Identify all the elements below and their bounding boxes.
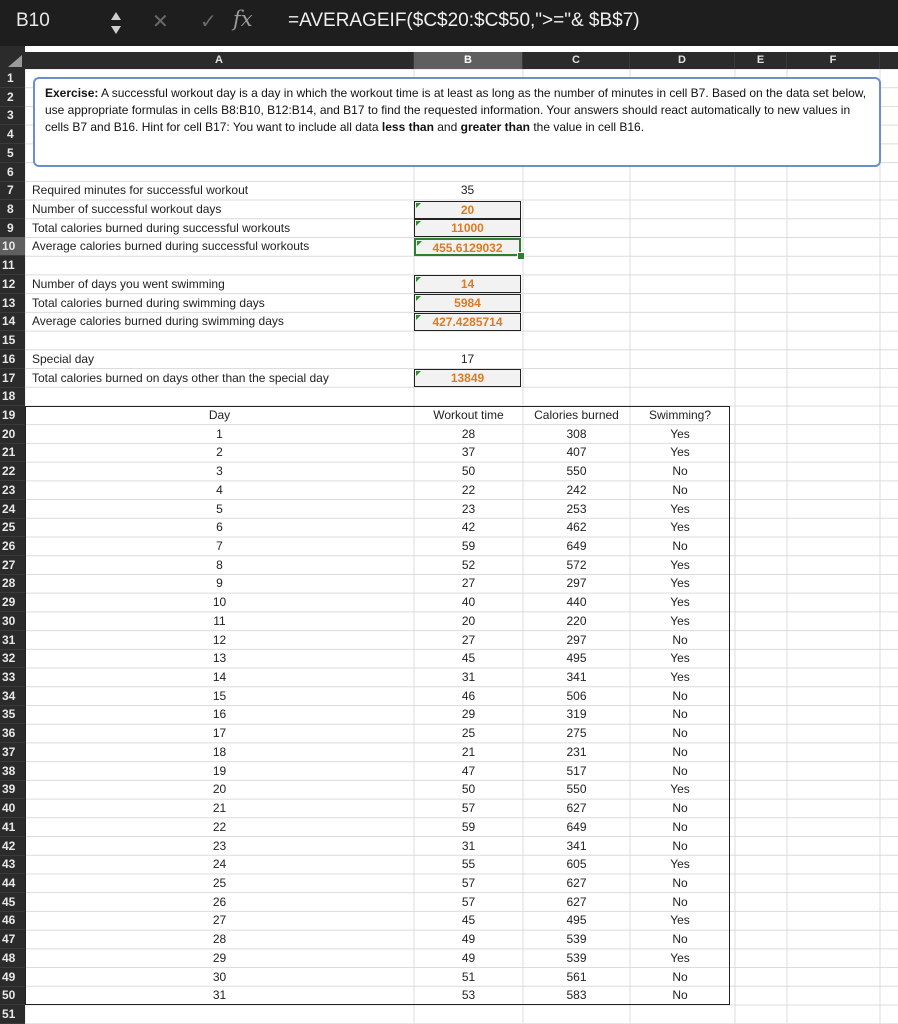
calories-cell[interactable]: 253 xyxy=(566,501,587,516)
cell-a10-label[interactable]: Average calories burned during successful workouts xyxy=(32,239,310,254)
swimming-cell[interactable]: No xyxy=(672,707,688,722)
row-header-21[interactable]: 21 xyxy=(0,443,25,462)
row-header-39[interactable]: 39 xyxy=(0,780,25,799)
day-cell[interactable]: 25 xyxy=(212,875,227,890)
workout-time-cell[interactable]: 27 xyxy=(461,576,476,591)
cell-a9-label[interactable]: Total calories burned during successful workouts xyxy=(32,220,291,235)
exercise-text-3: the value in cell B16. xyxy=(529,120,645,134)
column-header-c[interactable]: C xyxy=(523,52,630,69)
day-cell[interactable]: 24 xyxy=(212,857,227,872)
swimming-cell[interactable]: No xyxy=(672,932,688,947)
row-header-23[interactable]: 23 xyxy=(0,481,25,500)
swimming-cell[interactable]: Yes xyxy=(670,782,690,797)
calories-cell[interactable]: 605 xyxy=(566,857,587,872)
workout-time-cell[interactable]: 21 xyxy=(461,744,476,759)
day-cell[interactable]: 15 xyxy=(212,688,227,703)
column-header-e[interactable]: E xyxy=(735,52,787,69)
row-header-7[interactable]: 7 xyxy=(0,181,25,200)
row-header-28[interactable]: 28 xyxy=(0,574,25,593)
row-header-37[interactable]: 37 xyxy=(0,743,25,762)
swimming-cell[interactable]: Yes xyxy=(670,613,690,628)
row-header-40[interactable]: 40 xyxy=(0,799,25,818)
calories-cell[interactable]: 440 xyxy=(566,595,587,610)
workout-time-cell[interactable]: 51 xyxy=(461,969,476,984)
select-all-icon xyxy=(0,46,25,69)
swimming-cell[interactable]: Yes xyxy=(670,857,690,872)
workout-time-cell[interactable]: 25 xyxy=(461,726,476,741)
day-cell[interactable]: 6 xyxy=(216,520,223,535)
exercise-text-box[interactable] xyxy=(33,77,881,167)
formula-input[interactable]: =AVERAGEIF($C$20:$C$50,">="& $B$7) xyxy=(288,10,640,31)
row-header-47[interactable]: 47 xyxy=(0,930,25,949)
swimming-cell[interactable]: Yes xyxy=(670,651,690,666)
cell-b12-value[interactable]: 14 xyxy=(414,275,521,293)
day-cell[interactable]: 16 xyxy=(212,707,227,722)
exercise-label: Exercise: xyxy=(45,86,99,100)
row-header-11[interactable]: 11 xyxy=(0,256,25,275)
cell-a16-label[interactable]: Special day xyxy=(32,351,95,366)
column-header-d[interactable]: D xyxy=(630,52,735,69)
workout-time-cell[interactable]: 50 xyxy=(461,782,476,797)
row-header-50[interactable]: 50 xyxy=(0,986,25,1005)
swimming-cell[interactable]: Yes xyxy=(670,445,690,460)
column-header-b[interactable]: B xyxy=(414,52,523,69)
row-header-32[interactable]: 32 xyxy=(0,649,25,668)
cell-a12-label[interactable]: Number of days you went swimming xyxy=(32,276,225,291)
swimming-cell[interactable]: No xyxy=(672,988,688,1003)
calories-cell[interactable]: 649 xyxy=(566,819,587,834)
formula-indicator-icon xyxy=(416,296,421,301)
calories-cell[interactable]: 561 xyxy=(566,969,587,984)
workout-time-cell[interactable]: 31 xyxy=(461,838,476,853)
row-header-26[interactable]: 26 xyxy=(0,537,25,556)
row-header-27[interactable]: 27 xyxy=(0,556,25,575)
calories-cell[interactable]: 649 xyxy=(566,539,587,553)
row-header-43[interactable]: 43 xyxy=(0,855,25,874)
row-header-30[interactable]: 30 xyxy=(0,612,25,631)
row-header-5[interactable]: 5 xyxy=(0,144,25,163)
swimming-cell[interactable]: No xyxy=(672,688,688,703)
swimming-cell[interactable]: No xyxy=(672,726,688,741)
row-header-3[interactable]: 3 xyxy=(0,106,25,125)
workout-time-cell[interactable]: 57 xyxy=(461,875,476,890)
cell-a17-label[interactable]: Total calories burned on days other than the special day xyxy=(32,370,329,385)
workout-time-cell[interactable]: 49 xyxy=(461,932,476,947)
row-header-22[interactable]: 22 xyxy=(0,462,25,481)
row-header-6[interactable]: 6 xyxy=(0,163,25,182)
swimming-cell[interactable]: Yes xyxy=(670,913,690,928)
calories-cell[interactable]: 297 xyxy=(566,576,587,591)
workout-time-cell[interactable]: 23 xyxy=(461,501,476,516)
calories-cell[interactable]: 627 xyxy=(566,875,587,890)
exercise-text-2: and xyxy=(433,120,461,134)
calories-cell[interactable]: 462 xyxy=(566,520,587,535)
day-cell[interactable]: 10 xyxy=(212,595,227,610)
calories-cell[interactable]: 341 xyxy=(566,670,587,685)
workout-time-cell[interactable]: 46 xyxy=(461,688,476,703)
cell-b16-value[interactable]: 17 xyxy=(460,351,475,366)
exercise-text-1: A successful workout day is a day in which the workout time is at least as long as the number of minutes in cell B7. Based on the data set below, use appropriate formulas in cells B8:B10, B12:B14, and B17 to find the requested information. Your answers should react automatically to new values in cells B7 and B16. Hint for cell B17: You want to include all data xyxy=(45,86,867,134)
day-cell[interactable]: 27 xyxy=(212,913,227,928)
row-header-15[interactable]: 15 xyxy=(0,331,25,350)
swimming-cell[interactable]: No xyxy=(672,801,688,816)
workout-time-cell[interactable]: 59 xyxy=(461,819,476,834)
swimming-cell[interactable]: No xyxy=(672,819,688,834)
workout-time-cell[interactable]: 37 xyxy=(461,445,476,460)
calories-cell[interactable]: 297 xyxy=(566,632,587,647)
calories-cell[interactable]: 407 xyxy=(566,445,587,460)
workout-time-cell[interactable]: 45 xyxy=(461,913,476,928)
swimming-cell[interactable]: Yes xyxy=(670,576,690,591)
day-cell[interactable]: 19 xyxy=(212,763,227,778)
day-cell[interactable]: 8 xyxy=(216,557,223,572)
row-header-19[interactable]: 19 xyxy=(0,406,25,425)
cell-b17-value[interactable]: 13849 xyxy=(414,369,521,387)
row-header-16[interactable]: 16 xyxy=(0,350,25,369)
calories-cell[interactable]: 319 xyxy=(566,707,587,722)
workout-time-cell[interactable]: 50 xyxy=(461,464,476,479)
row-header-4[interactable]: 4 xyxy=(0,125,25,144)
spreadsheet-grid[interactable] xyxy=(0,46,898,1024)
row-header-8[interactable]: 8 xyxy=(0,200,25,219)
row-header-49[interactable]: 49 xyxy=(0,968,25,987)
row-header-24[interactable]: 24 xyxy=(0,500,25,519)
row-header-18[interactable]: 18 xyxy=(0,387,25,406)
row-header-51[interactable]: 51 xyxy=(0,1005,25,1024)
day-cell[interactable]: 28 xyxy=(212,932,227,947)
workout-time-cell[interactable]: 55 xyxy=(461,857,476,872)
day-cell[interactable]: 20 xyxy=(212,782,227,797)
swimming-cell[interactable]: No xyxy=(672,632,688,647)
row-header-35[interactable]: 35 xyxy=(0,705,25,724)
swimming-cell[interactable]: No xyxy=(672,969,688,984)
workout-time-cell[interactable]: 59 xyxy=(461,539,476,553)
calories-cell[interactable]: 275 xyxy=(566,726,587,741)
row-header-36[interactable]: 36 xyxy=(0,724,25,743)
swimming-cell[interactable]: Yes xyxy=(670,557,690,572)
day-cell[interactable]: 17 xyxy=(212,726,227,741)
day-cell[interactable]: 7 xyxy=(216,539,223,553)
workout-time-cell[interactable]: 47 xyxy=(461,763,476,778)
workout-time-cell[interactable]: 27 xyxy=(461,632,476,647)
chevron-down-icon[interactable] xyxy=(111,26,121,34)
row-header-41[interactable]: 41 xyxy=(0,818,25,837)
day-cell[interactable]: 2 xyxy=(216,445,223,460)
cell-a13-label[interactable]: Total calories burned during swimming days xyxy=(32,295,265,310)
workout-time-cell[interactable]: 57 xyxy=(461,894,476,909)
day-cell[interactable]: 9 xyxy=(216,576,223,591)
calories-cell[interactable]: 539 xyxy=(566,932,587,947)
day-cell[interactable]: 3 xyxy=(216,464,223,479)
formula-indicator-icon xyxy=(416,315,421,320)
formula-bar xyxy=(0,0,898,46)
day-cell[interactable]: 4 xyxy=(216,482,223,497)
calories-cell[interactable]: 550 xyxy=(566,782,587,797)
swimming-cell[interactable]: Yes xyxy=(670,670,690,685)
row-header-29[interactable]: 29 xyxy=(0,593,25,612)
workout-time-cell[interactable]: 28 xyxy=(461,426,476,441)
row-header-10[interactable]: 10 xyxy=(0,237,25,256)
formula-indicator-icon xyxy=(416,277,421,282)
swimming-cell[interactable]: No xyxy=(672,482,688,497)
day-cell[interactable]: 21 xyxy=(212,801,227,816)
swimming-cell[interactable]: No xyxy=(672,539,688,553)
exercise-bold-2: greater than xyxy=(460,120,530,134)
workout-time-cell[interactable]: 42 xyxy=(461,520,476,535)
row-header-48[interactable]: 48 xyxy=(0,949,25,968)
table-header-swimming[interactable]: Swimming? xyxy=(648,407,711,422)
row-header-1[interactable]: 1 xyxy=(0,69,25,88)
day-cell[interactable]: 23 xyxy=(212,838,227,853)
calories-cell[interactable]: 231 xyxy=(566,744,587,759)
name-box-stepper[interactable] xyxy=(110,11,122,35)
cell-b10-value[interactable]: 455.6129032 xyxy=(414,238,521,256)
calories-cell[interactable]: 341 xyxy=(566,838,587,853)
row-header-42[interactable]: 42 xyxy=(0,837,25,856)
row-header-38[interactable]: 38 xyxy=(0,762,25,781)
row-header-45[interactable]: 45 xyxy=(0,893,25,912)
calories-cell[interactable]: 539 xyxy=(566,950,587,965)
row-header-34[interactable]: 34 xyxy=(0,687,25,706)
swimming-cell[interactable]: No xyxy=(672,763,688,778)
calories-cell[interactable]: 583 xyxy=(566,988,587,1003)
swimming-cell[interactable]: Yes xyxy=(670,426,690,441)
cell-b14-value[interactable]: 427.4285714 xyxy=(414,313,521,331)
workout-time-cell[interactable]: 20 xyxy=(461,613,476,628)
formula-indicator-icon xyxy=(417,241,422,246)
row-header-44[interactable]: 44 xyxy=(0,874,25,893)
calories-cell[interactable]: 308 xyxy=(566,426,587,441)
name-box[interactable]: B10 xyxy=(16,10,50,31)
day-cell[interactable]: 11 xyxy=(213,613,226,628)
swimming-cell[interactable]: No xyxy=(672,894,688,909)
calories-cell[interactable]: 495 xyxy=(566,651,587,666)
swimming-cell[interactable]: Yes xyxy=(670,520,690,535)
table-header-calories[interactable]: Calories burned xyxy=(534,407,619,422)
row-header-31[interactable]: 31 xyxy=(0,631,25,650)
row-header-33[interactable]: 33 xyxy=(0,668,25,687)
workout-time-cell[interactable]: 31 xyxy=(461,670,476,685)
day-cell[interactable]: 18 xyxy=(212,744,227,759)
workout-time-cell[interactable]: 49 xyxy=(461,950,476,965)
table-header-workout-time[interactable]: Workout time xyxy=(433,407,504,422)
row-header-17[interactable]: 17 xyxy=(0,369,25,388)
calories-cell[interactable]: 627 xyxy=(566,894,587,909)
fx-icon[interactable]: fx xyxy=(233,7,253,31)
column-header-a[interactable]: A xyxy=(25,52,414,69)
cell-a7-label[interactable]: Required minutes for successful workout xyxy=(32,183,249,198)
day-cell[interactable]: 1 xyxy=(216,426,223,441)
workout-time-cell[interactable]: 40 xyxy=(461,595,476,610)
calories-cell[interactable]: 495 xyxy=(566,913,587,928)
day-cell[interactable]: 22 xyxy=(212,819,227,834)
formula-indicator-icon xyxy=(416,371,421,376)
row-header-25[interactable]: 25 xyxy=(0,518,25,537)
swimming-cell[interactable]: No xyxy=(672,744,688,759)
swimming-cell[interactable]: No xyxy=(672,875,688,890)
calories-cell[interactable]: 220 xyxy=(566,613,587,628)
cell-b7-value[interactable]: 35 xyxy=(460,183,475,198)
calories-cell[interactable]: 572 xyxy=(566,557,587,572)
formula-indicator-icon xyxy=(416,203,421,208)
day-cell[interactable]: 13 xyxy=(212,651,227,666)
swimming-cell[interactable]: Yes xyxy=(670,501,690,516)
row-header-9[interactable]: 9 xyxy=(0,219,25,238)
cell-b8-value[interactable]: 20 xyxy=(414,201,521,219)
workout-time-cell[interactable]: 53 xyxy=(461,988,476,1003)
day-cell[interactable]: 31 xyxy=(212,988,227,1003)
calories-cell[interactable]: 506 xyxy=(566,688,587,703)
calories-cell[interactable]: 242 xyxy=(566,482,587,497)
workout-time-cell[interactable]: 52 xyxy=(461,557,476,572)
workout-time-cell[interactable]: 22 xyxy=(461,482,476,497)
day-cell[interactable]: 12 xyxy=(212,632,227,647)
day-cell[interactable]: 5 xyxy=(216,501,223,516)
cell-a8-label[interactable]: Number of successful workout days xyxy=(32,202,222,217)
exercise-bold-1: less than xyxy=(381,120,434,134)
select-all-button[interactable] xyxy=(0,46,25,69)
calories-cell[interactable]: 550 xyxy=(566,464,587,479)
swimming-cell[interactable]: Yes xyxy=(670,950,690,965)
row-header-13[interactable]: 13 xyxy=(0,294,25,313)
enter-icon[interactable]: ✓ xyxy=(200,11,217,33)
row-header-12[interactable]: 12 xyxy=(0,275,25,294)
swimming-cell[interactable]: No xyxy=(672,838,688,853)
cell-b13-value[interactable]: 5984 xyxy=(414,294,521,312)
day-cell[interactable]: 30 xyxy=(212,969,227,984)
calories-cell[interactable]: 517 xyxy=(566,763,587,778)
formula-indicator-icon xyxy=(416,221,421,226)
calories-cell[interactable]: 627 xyxy=(566,801,587,816)
row-header-2[interactable]: 2 xyxy=(0,88,25,107)
workout-time-cell[interactable]: 57 xyxy=(461,801,476,816)
chevron-up-icon[interactable] xyxy=(111,12,121,20)
row-header-14[interactable]: 14 xyxy=(0,312,25,331)
table-header-day[interactable]: Day xyxy=(208,407,231,422)
fill-handle[interactable] xyxy=(517,252,525,260)
swimming-cell[interactable]: Yes xyxy=(670,595,690,610)
swimming-cell[interactable]: No xyxy=(672,464,688,479)
workout-time-cell[interactable]: 29 xyxy=(461,707,476,722)
workout-time-cell[interactable]: 45 xyxy=(461,651,476,666)
day-cell[interactable]: 26 xyxy=(212,894,227,909)
cell-a14-label[interactable]: Average calories burned during swimming days xyxy=(32,314,284,329)
day-cell[interactable]: 14 xyxy=(212,670,227,685)
day-cell[interactable]: 29 xyxy=(212,950,227,965)
row-header-46[interactable]: 46 xyxy=(0,911,25,930)
cancel-icon[interactable]: ✕ xyxy=(152,11,169,33)
row-header-20[interactable]: 20 xyxy=(0,425,25,444)
column-header-f[interactable]: F xyxy=(787,52,880,69)
cell-b9-value[interactable]: 11000 xyxy=(414,219,521,237)
